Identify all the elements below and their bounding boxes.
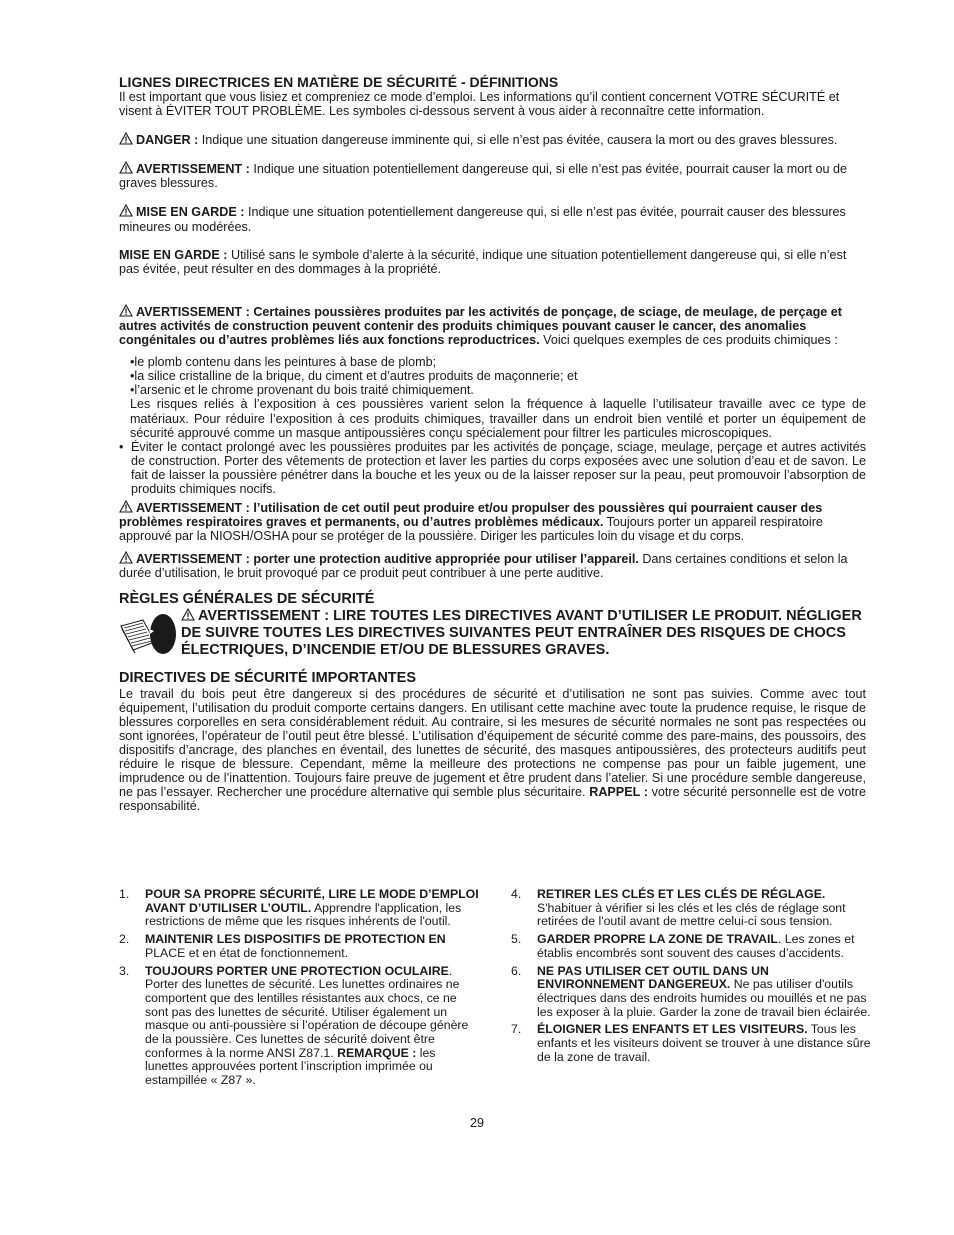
definition-mise-en-garde-no-symbol: MISE EN GARDE : Utilisé sans le symbole d’alerte à la sécurité, indique une situation potentiellement dangereuse qui, si elle n’est pas évitée, peut résulter en des dommages à la propriété. [119, 247, 847, 276]
list-item: 7. ÉLOIGNER LES ENFANTS ET LES VISITEURS. Tous les enfants et les visiteurs doivent se trouver à une distance sûre de la zone de travail. [511, 1022, 871, 1064]
list-item: 6. NE PAS UTILISER CET OUTIL DANS UN ENVIRONNEMENT DANGEREUX. Ne pas utiliser d'outils électriques dans des endroits humides ou mouillés et ne pas les exposer à la pluie. Garder la zone de travail bien éclairée. [511, 963, 871, 1019]
dust-warning: AVERTISSEMENT : Certaines poussières produites par les activités de ponçage, de sciage, de meulage, de perçage et autres activités de construction peuvent contenir des produits chimiques pouvant causer le cancer, des anomalies congénitales ou d’autres problèmes liés aux fonctions reproductrices. Voici quelques exemples de ces produits chimiques : [119, 304, 842, 348]
list-item: 3. TOUJOURS PORTER UNE PROTECTION OCULAIRE. Porter des lunettes de sécurité. Les lunettes ordinaires ne comportent que des lentilles résistantes aux chocs, ce ne sont pas des lunettes de sécurité. Utiliser également un masque ou anti-poussière si l’opération de découpe génère de la poussière. Ces lunettes de sécurité doivent être conformes à la norme ANSI Z87.1. REMARQUE : les lunettes approuvées portent l’inscription imprimée ou estampillée « Z87 ». [119, 963, 469, 1088]
warning-triangle-icon [119, 204, 133, 217]
exposure-risk-text: Les risques reliés à l’exposition à ces poussières varient selon la fréquence à laquelle l’utilisateur travaille avec ce type de matériaux. Pour réduire l’exposition à ces produits chimiques, travailler dans un endroit bien ventilé et porter un équipement de sécurité approuvé comme un masque antipoussières conçu spécialement pour filtrer les particules microscopiques. [130, 397, 866, 440]
avoid-contact-item: • Éviter le contact prolongé avec les poussières produites par les activités de ponçage, sciage, meulage, perçage et autres activités de construction. Porter des vêtements de protection et laver les parties du corps exposées avec une solution d’eau et de savon. Le fait de laisser la poussière pénétrer dans la bouche et les yeux ou de la laisser reposer sur la peau, peut promouvoir l’absorption de produits chimiques nocifs. [119, 439, 866, 496]
page-number: 29 [469, 1116, 484, 1130]
list-item: •l’arsenic et le chrome provenant du bois traité chimiquement. [130, 383, 474, 398]
definitions-heading: LIGNES DIRECTRICES EN MATIÈRE DE SÉCURITÉ - DÉFINITIONS [119, 74, 559, 90]
list-item: 5. GARDER PROPRE LA ZONE DE TRAVAIL. Les zones et établis encombrés sont souvent des causes d’accidents. [511, 932, 855, 960]
warning-triangle-icon [119, 304, 133, 317]
hearing-warning: AVERTISSEMENT : porter une protection auditive appropriée pour utiliser l’appareil. Dans certaines conditions et selon la durée d’utilisation, le bruit provoqué par ce produit peut contribuer à une perte auditive. [119, 552, 848, 581]
definition-mise-en-garde: MISE EN GARDE : Indique une situation potentiellement dangereuse qui, si elle n’est pas évitée, pourrait causer des blessures mineures ou modérées. [119, 205, 846, 234]
safety-list-left [119, 888, 479, 1092]
warning-triangle-icon [119, 500, 133, 513]
list-item: •la silice cristalline de la brique, du ciment et d’autres produits de maçonnerie; et [130, 369, 578, 384]
safety-list-right [511, 888, 871, 1068]
definition-avertissement: AVERTISSEMENT : Indique une situation potentiellement dangereuse qui, si elle n’est pas évitée, pourrait causer la mort ou de graves blessures. [119, 162, 848, 191]
read-manual-icon [119, 612, 177, 656]
page-content [119, 74, 866, 813]
definition-danger: DANGER : Indique une situation dangereuse imminente qui, si elle n’est pas évitée, causera la mort ou des graves blessures. [119, 132, 866, 147]
intro-text: Il est important que vous lisiez et compreniez ce mode d’emploi. Les informations qu’il contient concernent VOTRE SÉCURITÉ et visent à ÉVITER TOUT PROBLÈME. Les symboles ci-dessous servent à vous aider à reconnaître cette information. [119, 90, 840, 119]
respiratory-warning: AVERTISSEMENT : l’utilisation de cet outil peut produire et/ou propulser des poussières qui pourraient causer des problèmes respiratoires graves et permanents, ou d’autres problèmes médicaux. Toujours porter un appareil respiratoire approuvé par la NIOSH/OSHA pour se protéger de la poussière. Diriger les particules loin du visage et du corps. [119, 501, 823, 544]
warning-triangle-icon [119, 132, 133, 145]
read-instructions-text: AVERTISSEMENT : LIRE TOUTES LES DIRECTIVES AVANT D’UTILISER LE PRODUIT. NÉGLIGER DE SUIVRE TOUTES LES DIRECTIVES SUIVANTES PEUT ENTRAÎNER DES RISQUES DE CHOCS ÉLECTRIQUES, D’INCENDIE ET/OU DE BLESSURES GRAVES. [181, 607, 862, 658]
list-item: •le plomb contenu dans les peintures à base de plomb; [130, 355, 437, 370]
warning-triangle-icon [181, 608, 195, 621]
list-item: 4. RETIRER LES CLÉS ET LES CLÉS DE RÉGLAGE. S'habituer à vérifier si les clés et les clés de réglage sont retirées de l'outil avant de mettre celui-ci sous tension. [511, 887, 846, 929]
warning-triangle-icon [119, 161, 133, 174]
general-rules-heading: RÈGLES GÉNÉRALES DE SÉCURITÉ [119, 590, 375, 607]
important-heading: DIRECTIVES DE SÉCURITÉ IMPORTANTES [119, 669, 417, 686]
important-text: Le travail du bois peut être dangereux si des procédures de sécurité et d’utilisation ne sont pas suivies. Comme avec tout équipement, l’utilisation du produit comporte certains dangers. En utilisant cette machine avec toute la prudence requise, le risque de blessures corporelles en sera considérablement réduit. Au contraire, si les mesures de sécurité normales ne sont pas respectées ou sont ignorées, l’opérateur de l’outil peut être blessé. L’utilisation d’équipement de sécurité comme des pare-mains, des poussoirs, des dispositifs d’ancrage, des planches en éventail, des lunettes de sécurité, des masques antipoussières, des protecteurs auditifs peut réduire le risque de blessure. Cependant, même la meilleure des protections ne compense pas pour un faible jugement, une imprudence ou de l’inattention. Toujours faire preuve de jugement et être prudent dans l’atelier. Si une procédure semble dangereuse, ne pas l’essayer. Rechercher une procédure alternative qui semble plus sécuritaire. RAPPEL : votre sécurité personnelle est de votre responsabilité. [119, 686, 866, 814]
list-item: 2. MAINTENIR LES DISPOSITIFS DE PROTECTION EN PLACE et en état de fonctionnement. [119, 932, 446, 960]
list-item: 1. POUR SA PROPRE SÉCURITÉ, LIRE LE MODE D’EMPLOI AVANT D’UTILISER L’OUTIL. Apprendre l'application, les restrictions de même que les risques inhérents de l'outil. [119, 887, 479, 929]
chemical-examples-list [119, 355, 866, 397]
warning-triangle-icon [119, 551, 133, 564]
read-instructions-warning [119, 608, 866, 660]
